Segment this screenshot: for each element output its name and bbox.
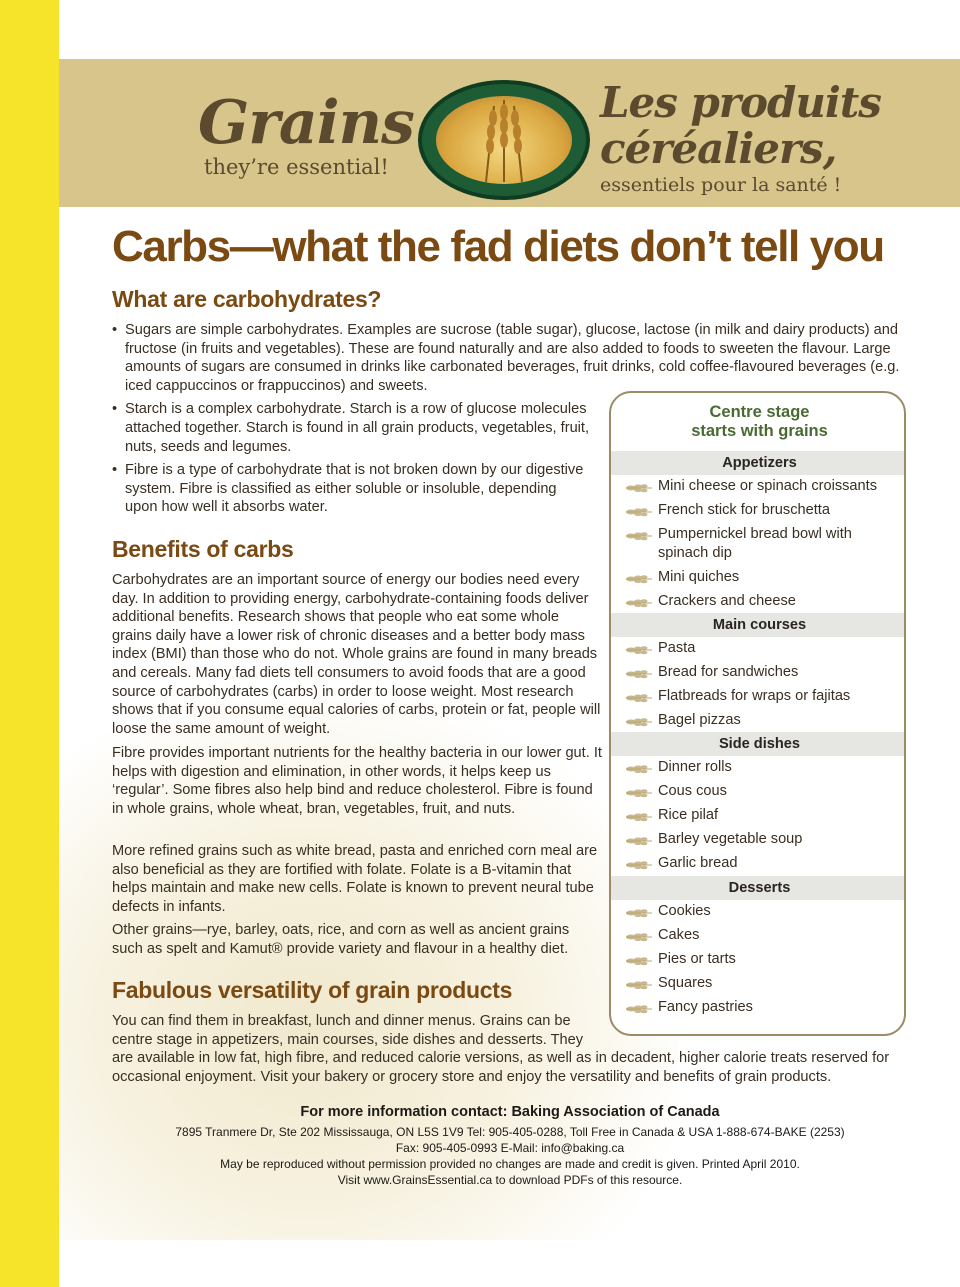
sidebar-item: Rice pilaf xyxy=(658,807,719,823)
benefits-paragraph-1: Carbohydrates are an important source of energy our bodies need every day. In addition to providing energy, carbohydrate-containing foods deliver additional benefits. Research shows that people who eat some whole grains daily have a lower risk of chronic diseases and a better body mass index (BMI) than those who do not. Whole grains are found in many breads and cereals. Many fad diets tell consumers to avoid foods that are a good source of carbohydrates (carbs) in order to loose weight. Most research shows that if you consume equal calories of carbs, protein or fat, people will loose the same amount of weight. xyxy=(112,572,601,737)
wheat-icon xyxy=(625,954,653,966)
sidebar-item: Pumpernickel bread bowl with spinach dip xyxy=(658,526,852,561)
footer-permission: May be reproduced without permission provided no changes are made and credit is given. Printed April 2010. xyxy=(220,1157,800,1171)
benefits-paragraph-3: More refined grains such as white bread, pasta and enriched corn meal are also beneficial as they are fortified with folate. Folate is a B-vitamin that helps maintain and make new cells. Folate is known to prevent neural tube defects in infants. xyxy=(112,843,598,915)
bullet-fibre: • Fibre is a type of carbohydrate that is not broken down by our digestive system. Fibre is classified as either soluble or insoluble, depending upon how well it absorbs water. xyxy=(112,461,592,517)
wheat-icon xyxy=(625,786,653,798)
wheat-icon xyxy=(625,667,653,679)
sidebar-title xyxy=(611,403,906,441)
footer-contact-heading: For more information contact: Baking Association of Canada xyxy=(300,1104,720,1120)
wheat-oval-icon xyxy=(418,80,590,200)
logo-french-tagline: essentiels pour la santé ! xyxy=(600,174,842,196)
wheat-icon xyxy=(625,643,653,655)
sidebar-title-line2: starts with grains xyxy=(691,422,828,440)
sidebar-item: Barley vegetable soup xyxy=(658,831,803,847)
heading-what-are-carbohydrates: What are carbohydrates? xyxy=(112,286,382,312)
sidebar-item: Pasta xyxy=(658,640,696,656)
wheat-icon xyxy=(625,505,653,517)
wheat-icon xyxy=(625,481,653,493)
benefits-paragraph-4: Other grains—rye, barley, oats, rice, and corn as well as ancient grains such as spelt and Kamut® provide variety and flavour in a healthy diet. xyxy=(112,922,570,957)
sidebar-heading-side-dishes: Side dishes xyxy=(611,732,906,756)
accent-stripe xyxy=(0,0,59,1287)
sidebar-title-line1: Centre stage xyxy=(709,403,810,421)
sidebar-item: Bagel pizzas xyxy=(658,712,741,728)
wheat-icon xyxy=(625,978,653,990)
wheat-icon xyxy=(625,1002,653,1014)
sidebar-item: Bread for sandwiches xyxy=(658,664,799,680)
versatility-rest: are available in low fat, high fibre, and reduced calorie versions, as well as in decadent, higher calorie treats reserved for occasional enjoyment. Visit your bakery or grocery store and enjoy the versatility and benefits of grain products. xyxy=(112,1050,890,1085)
sidebar-item: Garlic bread xyxy=(658,855,738,871)
sidebar-heading-desserts: Desserts xyxy=(611,876,906,900)
wheat-icon xyxy=(625,810,653,822)
sidebar-item: Squares xyxy=(658,975,713,991)
footer-website: Visit www.GrainsEssential.ca to download PDFs of this resource. xyxy=(337,1173,683,1187)
sidebar-item: Flatbreads for wraps or fajitas xyxy=(658,688,851,704)
wheat-icon xyxy=(625,906,653,918)
footer-address: 7895 Tranmere Dr, Ste 202 Mississauga, ON L5S 1V9 Tel: 905-405-0288, Toll Free in Canada & USA 1-888-674-BAKE (2253) xyxy=(175,1125,845,1139)
logo-english: Grains xyxy=(198,88,414,158)
sidebar-item: Cous cous xyxy=(658,783,727,799)
sidebar-item: Mini quiches xyxy=(658,569,740,585)
wheat-icon xyxy=(625,930,653,942)
sidebar-item: Pies or tarts xyxy=(658,951,736,967)
sidebar-heading-appetizers: Appetizers xyxy=(611,451,906,475)
wheat-icon xyxy=(625,834,653,846)
sidebar-item: French stick for bruschetta xyxy=(658,502,830,518)
wheat-icon xyxy=(625,572,653,584)
footer-fax-email: Fax: 905-405-0993 E-Mail: info@baking.ca xyxy=(395,1141,625,1155)
wheat-icon xyxy=(625,691,653,703)
page-title: Carbs—what the fad diets don’t tell you xyxy=(112,222,884,271)
versatility-line-1: You can find them in breakfast, lunch and dinner menus. Grains can be xyxy=(112,1013,571,1029)
logo-french-line2: céréaliers, xyxy=(600,124,837,173)
benefits-paragraph-2: Fibre provides important nutrients for the healthy bacteria in our lower gut. It helps with digestion and elimination, in other words, it helps keep us ‘regular’. Some fibres also help bind and reduce cholesterol. Fibre is found in whole grains, whole wheat, bran, vegetables, fruit, and nuts. xyxy=(112,745,602,817)
heading-benefits-of-carbs: Benefits of carbs xyxy=(112,536,294,562)
versatility-line-2: centre stage in appetizers, main courses, side dishes and desserts. They xyxy=(112,1031,584,1048)
sidebar-item: Mini cheese or spinach croissants xyxy=(658,478,878,494)
sidebar-heading-main-courses: Main courses xyxy=(611,613,906,637)
sidebar-item: Cookies xyxy=(658,903,711,919)
wheat-icon xyxy=(625,858,653,870)
wheat-icon xyxy=(625,762,653,774)
wheat-icon xyxy=(625,529,653,541)
logo-french-line1: Les produits xyxy=(600,78,881,127)
centre-stage-sidebar xyxy=(609,391,906,1036)
sidebar-item: Dinner rolls xyxy=(658,759,732,775)
wheat-icon xyxy=(625,596,653,608)
logo-english-tagline: they’re essential! xyxy=(204,155,389,179)
sidebar-item: Cakes xyxy=(658,927,700,943)
bullet-sugars: • Sugars are simple carbohydrates. Examples are sucrose (table sugar), glucose, lactose (in milk and dairy products) and fructose (in fruits and vegetables). These are found naturally and are also added to foods to sweeten the flavour. Large amounts of sugars are consumed in drinks like carbonated beverages, fruit drinks, cold coffee-flavoured beverages (e.g. iced cappuccinos or frappuccinos) and sweets. xyxy=(112,321,912,395)
wheat-icon xyxy=(625,715,653,727)
sidebar-item: Crackers and cheese xyxy=(658,593,796,609)
bullet-starch: • Starch is a complex carbohydrate. Starch is a row of glucose molecules attached together. Starch is found in all grain products, vegetables, fruit, nuts, seeds and legumes. xyxy=(112,400,592,456)
heading-fabulous-versatility: Fabulous versatility of grain products xyxy=(112,977,513,1003)
sidebar-item: Fancy pastries xyxy=(658,999,753,1015)
